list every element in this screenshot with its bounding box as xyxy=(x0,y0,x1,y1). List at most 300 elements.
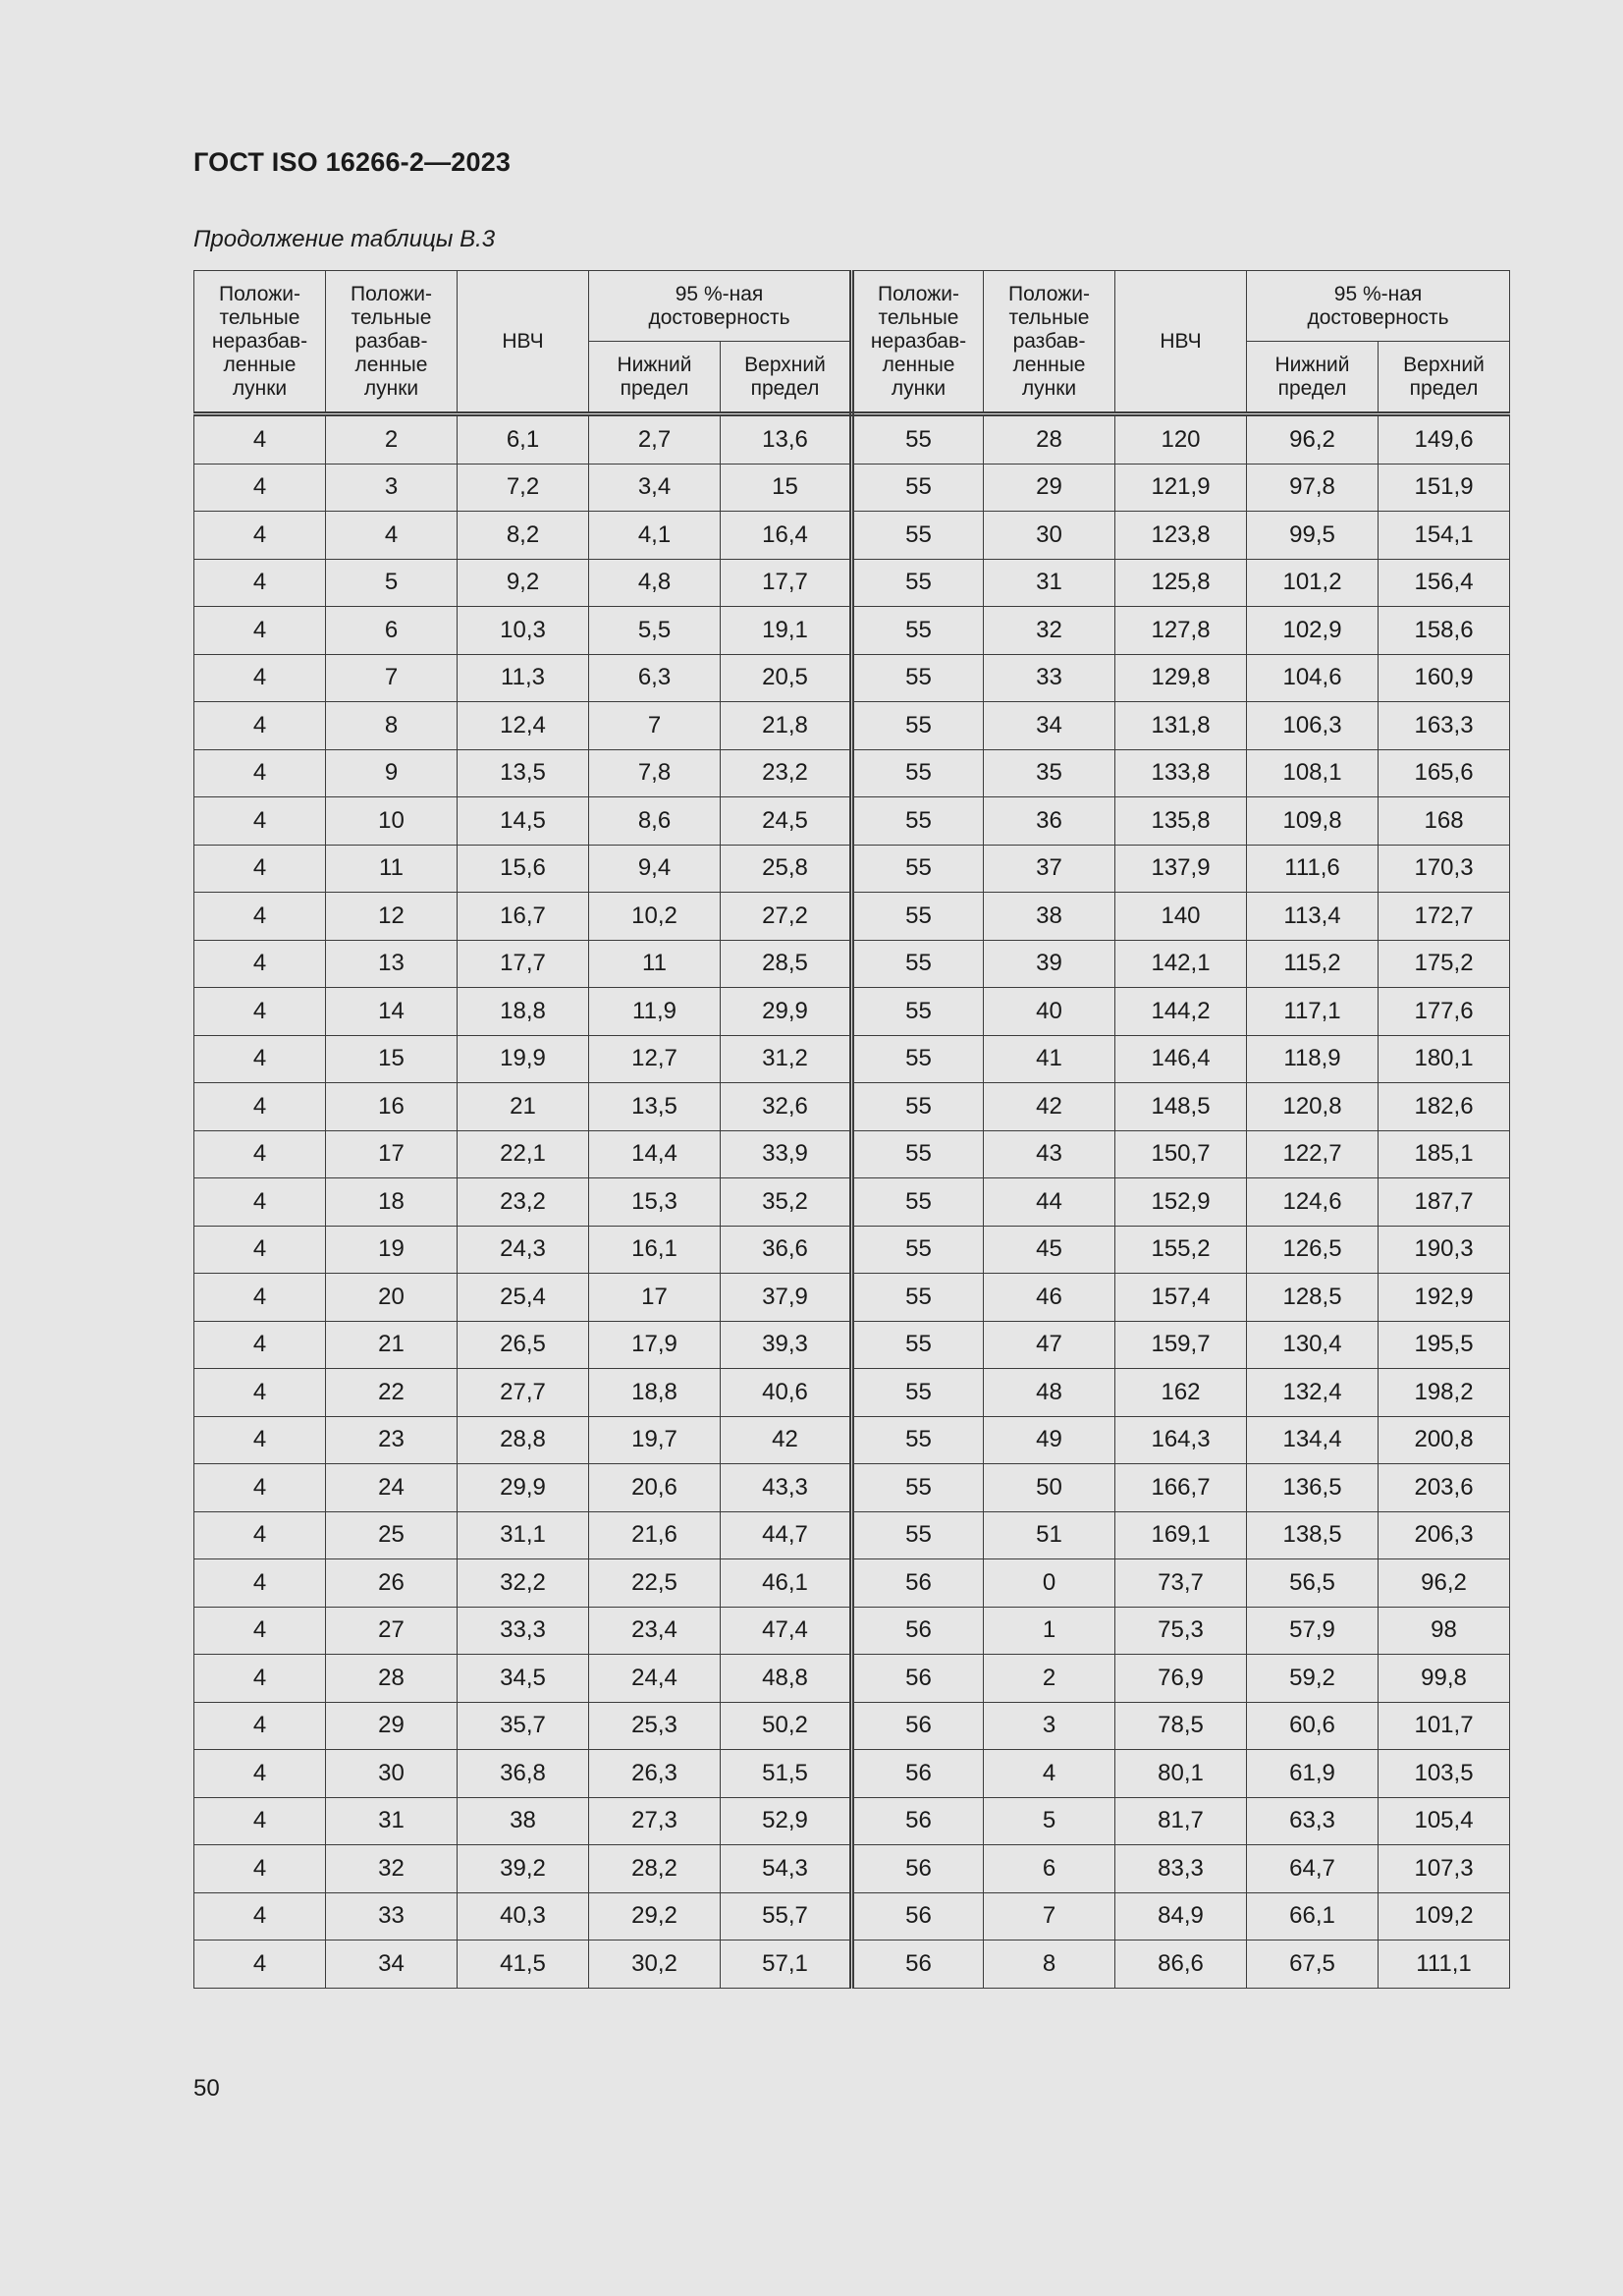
table-cell: 2 xyxy=(984,1655,1115,1703)
table-cell: 17 xyxy=(589,1274,721,1322)
table-cell: 108,1 xyxy=(1247,749,1379,797)
table-row xyxy=(194,1511,1510,1559)
table-cell: 165,6 xyxy=(1379,749,1510,797)
table-cell: 33 xyxy=(326,1892,458,1941)
table-cell: 44 xyxy=(984,1178,1115,1227)
table-cell: 31 xyxy=(984,559,1115,607)
table-cell: 128,5 xyxy=(1247,1274,1379,1322)
table-cell: 24 xyxy=(326,1464,458,1512)
table-cell: 56 xyxy=(852,1941,984,1989)
table-cell: 27 xyxy=(326,1607,458,1655)
table-cell: 4 xyxy=(194,1511,326,1559)
table-cell: 102,9 xyxy=(1247,607,1379,655)
table-cell: 27,3 xyxy=(589,1797,721,1845)
table-cell: 20,6 xyxy=(589,1464,721,1512)
table-cell: 45 xyxy=(984,1226,1115,1274)
table-cell: 55 xyxy=(852,1369,984,1417)
table-cell: 59,2 xyxy=(1247,1655,1379,1703)
table-cell: 4 xyxy=(194,654,326,702)
table-cell: 162 xyxy=(1115,1369,1247,1417)
table-cell: 63,3 xyxy=(1247,1797,1379,1845)
table-cell: 56 xyxy=(852,1607,984,1655)
table-cell: 15,3 xyxy=(589,1178,721,1227)
table-cell: 31,1 xyxy=(458,1511,589,1559)
table-row xyxy=(194,607,1510,655)
table-cell: 111,6 xyxy=(1247,845,1379,893)
table-cell: 169,1 xyxy=(1115,1511,1247,1559)
table-cell: 56 xyxy=(852,1892,984,1941)
table-cell: 18,8 xyxy=(458,988,589,1036)
table-cell: 9 xyxy=(326,749,458,797)
table-cell: 101,7 xyxy=(1379,1702,1510,1750)
table-cell: 47,4 xyxy=(721,1607,852,1655)
table-cell: 206,3 xyxy=(1379,1511,1510,1559)
table-cell: 3 xyxy=(326,464,458,512)
table-cell: 12,4 xyxy=(458,702,589,750)
table-cell: 4,8 xyxy=(589,559,721,607)
table-cell: 164,3 xyxy=(1115,1416,1247,1464)
table-cell: 4 xyxy=(194,893,326,941)
table-row xyxy=(194,1750,1510,1798)
table-cell: 103,5 xyxy=(1379,1750,1510,1798)
table-cell: 2 xyxy=(326,414,458,465)
table-cell: 163,3 xyxy=(1379,702,1510,750)
table-cell: 64,7 xyxy=(1247,1845,1379,1893)
table-cell: 36,6 xyxy=(721,1226,852,1274)
table-cell: 7,8 xyxy=(589,749,721,797)
table-cell: 12 xyxy=(326,893,458,941)
table-cell: 4 xyxy=(194,1845,326,1893)
table-cell: 39 xyxy=(984,940,1115,988)
table-cell: 55 xyxy=(852,1321,984,1369)
table-cell: 15 xyxy=(326,1035,458,1083)
table-cell: 56 xyxy=(852,1559,984,1608)
table-cell: 4 xyxy=(194,1321,326,1369)
table-cell: 109,8 xyxy=(1247,797,1379,846)
table-cell: 37,9 xyxy=(721,1274,852,1322)
table-cell: 9,2 xyxy=(458,559,589,607)
table-cell: 158,6 xyxy=(1379,607,1510,655)
table-row xyxy=(194,1464,1510,1512)
table-cell: 33 xyxy=(984,654,1115,702)
table-cell: 55 xyxy=(852,559,984,607)
table-cell: 132,4 xyxy=(1247,1369,1379,1417)
table-cell: 13,5 xyxy=(589,1083,721,1131)
table-row xyxy=(194,1178,1510,1227)
table-cell: 11,3 xyxy=(458,654,589,702)
table-cell: 21 xyxy=(458,1083,589,1131)
table-cell: 19 xyxy=(326,1226,458,1274)
table-cell: 21,8 xyxy=(721,702,852,750)
table-cell: 203,6 xyxy=(1379,1464,1510,1512)
table-cell: 55 xyxy=(852,797,984,846)
table-cell: 24,4 xyxy=(589,1655,721,1703)
table-row xyxy=(194,1797,1510,1845)
table-cell: 10 xyxy=(326,797,458,846)
table-cell: 5 xyxy=(326,559,458,607)
table-cell: 55 xyxy=(852,988,984,1036)
table-cell: 4 xyxy=(194,749,326,797)
table-cell: 4 xyxy=(194,1464,326,1512)
table-cell: 11,9 xyxy=(589,988,721,1036)
table-cell: 55 xyxy=(852,893,984,941)
table-cell: 99,5 xyxy=(1247,512,1379,560)
table-cell: 55 xyxy=(852,749,984,797)
table-cell: 23 xyxy=(326,1416,458,1464)
table-cell: 5,5 xyxy=(589,607,721,655)
table-cell: 180,1 xyxy=(1379,1035,1510,1083)
table-cell: 28 xyxy=(326,1655,458,1703)
table-cell: 177,6 xyxy=(1379,988,1510,1036)
table-cell: 4 xyxy=(194,1226,326,1274)
table-cell: 39,2 xyxy=(458,1845,589,1893)
table-row xyxy=(194,893,1510,941)
table-cell: 7 xyxy=(984,1892,1115,1941)
table-cell: 13 xyxy=(326,940,458,988)
table-cell: 84,9 xyxy=(1115,1892,1247,1941)
table-cell: 78,5 xyxy=(1115,1702,1247,1750)
table-cell: 8,6 xyxy=(589,797,721,846)
table-cell: 127,8 xyxy=(1115,607,1247,655)
table-cell: 156,4 xyxy=(1379,559,1510,607)
table-cell: 80,1 xyxy=(1115,1750,1247,1798)
table-cell: 14 xyxy=(326,988,458,1036)
table-cell: 4 xyxy=(194,559,326,607)
table-cell: 4 xyxy=(194,1130,326,1178)
table-cell: 33,9 xyxy=(721,1130,852,1178)
table-cell: 31 xyxy=(326,1797,458,1845)
table-row xyxy=(194,654,1510,702)
table-cell: 134,4 xyxy=(1247,1416,1379,1464)
table-cell: 7 xyxy=(589,702,721,750)
table-cell: 6,3 xyxy=(589,654,721,702)
table-cell: 51,5 xyxy=(721,1750,852,1798)
table-cell: 29,9 xyxy=(458,1464,589,1512)
table-cell: 41,5 xyxy=(458,1941,589,1989)
table-cell: 0 xyxy=(984,1559,1115,1608)
table-cell: 24,5 xyxy=(721,797,852,846)
table-cell: 30 xyxy=(326,1750,458,1798)
table-cell: 17,7 xyxy=(721,559,852,607)
table-cell: 25,4 xyxy=(458,1274,589,1322)
table-cell: 19,9 xyxy=(458,1035,589,1083)
table-row xyxy=(194,512,1510,560)
table-cell: 48,8 xyxy=(721,1655,852,1703)
table-row xyxy=(194,1035,1510,1083)
table-cell: 4,1 xyxy=(589,512,721,560)
document-header: ГОСТ ISO 16266-2—2023 xyxy=(193,147,512,177)
table-cell: 43 xyxy=(984,1130,1115,1178)
table-cell: 57,1 xyxy=(721,1941,852,1989)
table-cell: 4 xyxy=(194,1797,326,1845)
table-row xyxy=(194,988,1510,1036)
table-cell: 42 xyxy=(721,1416,852,1464)
table-row xyxy=(194,1702,1510,1750)
table-cell: 55 xyxy=(852,845,984,893)
table-cell: 41 xyxy=(984,1035,1115,1083)
table-cell: 34,5 xyxy=(458,1655,589,1703)
table-cell: 118,9 xyxy=(1247,1035,1379,1083)
table-cell: 150,7 xyxy=(1115,1130,1247,1178)
table-cell: 38 xyxy=(984,893,1115,941)
table-row xyxy=(194,1845,1510,1893)
header-diluted-wells-right: Положи- тельные разбав- ленные лунки xyxy=(984,271,1115,414)
table-cell: 187,7 xyxy=(1379,1178,1510,1227)
table-cell: 54,3 xyxy=(721,1845,852,1893)
table-cell: 4 xyxy=(194,1559,326,1608)
header-diluted-wells: Положи- тельные разбав- ленные лунки xyxy=(326,271,458,414)
header-mpn: НВЧ xyxy=(458,271,589,414)
table-cell: 152,9 xyxy=(1115,1178,1247,1227)
table-row xyxy=(194,1369,1510,1417)
table-cell: 14,4 xyxy=(589,1130,721,1178)
table-cell: 25 xyxy=(326,1511,458,1559)
table-cell: 23,2 xyxy=(458,1178,589,1227)
table-cell: 97,8 xyxy=(1247,464,1379,512)
table-cell: 96,2 xyxy=(1379,1559,1510,1608)
table-cell: 16,7 xyxy=(458,893,589,941)
table-cell: 67,5 xyxy=(1247,1941,1379,1989)
table-cell: 12,7 xyxy=(589,1035,721,1083)
table-cell: 27,7 xyxy=(458,1369,589,1417)
table-cell: 26 xyxy=(326,1559,458,1608)
table-cell: 4 xyxy=(984,1750,1115,1798)
table-cell: 14,5 xyxy=(458,797,589,846)
data-table xyxy=(193,270,1510,1989)
table-cell: 61,9 xyxy=(1247,1750,1379,1798)
table-cell: 19,7 xyxy=(589,1416,721,1464)
table-cell: 34 xyxy=(984,702,1115,750)
table-cell: 18,8 xyxy=(589,1369,721,1417)
table-cell: 142,1 xyxy=(1115,940,1247,988)
table-cell: 55 xyxy=(852,607,984,655)
table-cell: 33,3 xyxy=(458,1607,589,1655)
table-cell: 170,3 xyxy=(1379,845,1510,893)
table-cell: 140 xyxy=(1115,893,1247,941)
table-cell: 4 xyxy=(194,845,326,893)
table-cell: 40 xyxy=(984,988,1115,1036)
table-cell: 30,2 xyxy=(589,1941,721,1989)
table-cell: 198,2 xyxy=(1379,1369,1510,1417)
table-cell: 159,7 xyxy=(1115,1321,1247,1369)
page-number: 50 xyxy=(193,2075,220,2102)
table-cell: 5 xyxy=(984,1797,1115,1845)
table-cell: 99,8 xyxy=(1379,1655,1510,1703)
table-cell: 43,3 xyxy=(721,1464,852,1512)
table-cell: 11 xyxy=(326,845,458,893)
table-cell: 117,1 xyxy=(1247,988,1379,1036)
table-cell: 56 xyxy=(852,1797,984,1845)
table-cell: 60,6 xyxy=(1247,1702,1379,1750)
table-cell: 29,9 xyxy=(721,988,852,1036)
table-cell: 155,2 xyxy=(1115,1226,1247,1274)
table-cell: 50,2 xyxy=(721,1702,852,1750)
table-cell: 126,5 xyxy=(1247,1226,1379,1274)
table-cell: 129,8 xyxy=(1115,654,1247,702)
table-cell: 4 xyxy=(194,1035,326,1083)
table-cell: 21,6 xyxy=(589,1511,721,1559)
table-row xyxy=(194,1130,1510,1178)
table-cell: 96,2 xyxy=(1247,414,1379,465)
table-cell: 56 xyxy=(852,1750,984,1798)
table-cell: 7,2 xyxy=(458,464,589,512)
table-cell: 121,9 xyxy=(1115,464,1247,512)
table-row xyxy=(194,1655,1510,1703)
table-cell: 55 xyxy=(852,414,984,465)
table-cell: 35,7 xyxy=(458,1702,589,1750)
table-row xyxy=(194,1083,1510,1131)
table-cell: 55 xyxy=(852,1083,984,1131)
table-cell: 20 xyxy=(326,1274,458,1322)
table-row xyxy=(194,414,1510,465)
table-cell: 42 xyxy=(984,1083,1115,1131)
table-cell: 104,6 xyxy=(1247,654,1379,702)
table-cell: 4 xyxy=(194,940,326,988)
table-cell: 55 xyxy=(852,654,984,702)
table-body xyxy=(194,414,1510,1989)
table-cell: 149,6 xyxy=(1379,414,1510,465)
table-cell: 17,9 xyxy=(589,1321,721,1369)
table-caption: Продолжение таблицы В.3 xyxy=(193,226,496,252)
table-cell: 31,2 xyxy=(721,1035,852,1083)
table-cell: 46,1 xyxy=(721,1559,852,1608)
table-cell: 73,7 xyxy=(1115,1559,1247,1608)
table-cell: 23,2 xyxy=(721,749,852,797)
table-cell: 56,5 xyxy=(1247,1559,1379,1608)
table-row xyxy=(194,749,1510,797)
table-cell: 23,4 xyxy=(589,1607,721,1655)
header-undiluted-wells-right: Положи- тельные неразбав- ленные лунки xyxy=(852,271,984,414)
table-cell: 25,3 xyxy=(589,1702,721,1750)
table-cell: 166,7 xyxy=(1115,1464,1247,1512)
table-cell: 6 xyxy=(984,1845,1115,1893)
table-cell: 175,2 xyxy=(1379,940,1510,988)
table-row xyxy=(194,940,1510,988)
table-cell: 113,4 xyxy=(1247,893,1379,941)
table-cell: 185,1 xyxy=(1379,1130,1510,1178)
table-row xyxy=(194,1226,1510,1274)
table-cell: 51 xyxy=(984,1511,1115,1559)
table-cell: 10,2 xyxy=(589,893,721,941)
table-cell: 4 xyxy=(194,1655,326,1703)
table-header xyxy=(194,271,1510,414)
table-cell: 55,7 xyxy=(721,1892,852,1941)
table-cell: 11 xyxy=(589,940,721,988)
table-cell: 55 xyxy=(852,1035,984,1083)
table-cell: 18 xyxy=(326,1178,458,1227)
table-cell: 32 xyxy=(326,1845,458,1893)
table-cell: 4 xyxy=(194,1892,326,1941)
table-cell: 75,3 xyxy=(1115,1607,1247,1655)
table-cell: 81,7 xyxy=(1115,1797,1247,1845)
table-cell: 4 xyxy=(194,797,326,846)
header-undiluted-wells: Положи- тельные неразбав- ленные лунки xyxy=(194,271,326,414)
table-cell: 135,8 xyxy=(1115,797,1247,846)
table-cell: 160,9 xyxy=(1379,654,1510,702)
table-cell: 86,6 xyxy=(1115,1941,1247,1989)
table-cell: 27,2 xyxy=(721,893,852,941)
table-cell: 56 xyxy=(852,1702,984,1750)
table-cell: 49 xyxy=(984,1416,1115,1464)
table-cell: 16,4 xyxy=(721,512,852,560)
table-cell: 200,8 xyxy=(1379,1416,1510,1464)
table-cell: 4 xyxy=(194,464,326,512)
table-cell: 144,2 xyxy=(1115,988,1247,1036)
table-row xyxy=(194,1321,1510,1369)
table-cell: 151,9 xyxy=(1379,464,1510,512)
table-cell: 22,1 xyxy=(458,1130,589,1178)
table-cell: 22 xyxy=(326,1369,458,1417)
table-cell: 40,6 xyxy=(721,1369,852,1417)
table-cell: 2,7 xyxy=(589,414,721,465)
table-row xyxy=(194,1941,1510,1989)
table-cell: 8 xyxy=(326,702,458,750)
table-cell: 55 xyxy=(852,1226,984,1274)
table-cell: 15 xyxy=(721,464,852,512)
table-cell: 8 xyxy=(984,1941,1115,1989)
table-cell: 17,7 xyxy=(458,940,589,988)
table-cell: 190,3 xyxy=(1379,1226,1510,1274)
table-cell: 55 xyxy=(852,1511,984,1559)
table-cell: 32,6 xyxy=(721,1083,852,1131)
table-row xyxy=(194,797,1510,846)
table-cell: 4 xyxy=(194,1369,326,1417)
table-cell: 98 xyxy=(1379,1607,1510,1655)
table-cell: 157,4 xyxy=(1115,1274,1247,1322)
table-cell: 4 xyxy=(194,1274,326,1322)
table-row xyxy=(194,1607,1510,1655)
table-cell: 4 xyxy=(194,512,326,560)
table-cell: 10,3 xyxy=(458,607,589,655)
table-row xyxy=(194,1274,1510,1322)
table-cell: 15,6 xyxy=(458,845,589,893)
table-cell: 13,6 xyxy=(721,414,852,465)
table-cell: 25,8 xyxy=(721,845,852,893)
table-cell: 4 xyxy=(194,1178,326,1227)
header-lower-limit: Нижний предел xyxy=(589,342,721,414)
table-cell: 1 xyxy=(984,1607,1115,1655)
table-cell: 29 xyxy=(984,464,1115,512)
table-cell: 26,5 xyxy=(458,1321,589,1369)
table-cell: 4 xyxy=(194,1941,326,1989)
table-cell: 125,8 xyxy=(1115,559,1247,607)
table-cell: 29 xyxy=(326,1702,458,1750)
table-cell: 16,1 xyxy=(589,1226,721,1274)
table-cell: 182,6 xyxy=(1379,1083,1510,1131)
table-cell: 120,8 xyxy=(1247,1083,1379,1131)
table-cell: 17 xyxy=(326,1130,458,1178)
table-cell: 55 xyxy=(852,1178,984,1227)
table-cell: 8,2 xyxy=(458,512,589,560)
table-cell: 28,5 xyxy=(721,940,852,988)
table-cell: 106,3 xyxy=(1247,702,1379,750)
table-cell: 13,5 xyxy=(458,749,589,797)
table-cell: 40,3 xyxy=(458,1892,589,1941)
table-cell: 29,2 xyxy=(589,1892,721,1941)
table-cell: 55 xyxy=(852,1464,984,1512)
table-cell: 7 xyxy=(326,654,458,702)
table-cell: 38 xyxy=(458,1797,589,1845)
table-cell: 195,5 xyxy=(1379,1321,1510,1369)
table-row xyxy=(194,1416,1510,1464)
table-cell: 4 xyxy=(194,988,326,1036)
table-cell: 148,5 xyxy=(1115,1083,1247,1131)
table-cell: 4 xyxy=(194,1083,326,1131)
table-cell: 19,1 xyxy=(721,607,852,655)
table-cell: 56 xyxy=(852,1845,984,1893)
table-cell: 138,5 xyxy=(1247,1511,1379,1559)
table-cell: 30 xyxy=(984,512,1115,560)
